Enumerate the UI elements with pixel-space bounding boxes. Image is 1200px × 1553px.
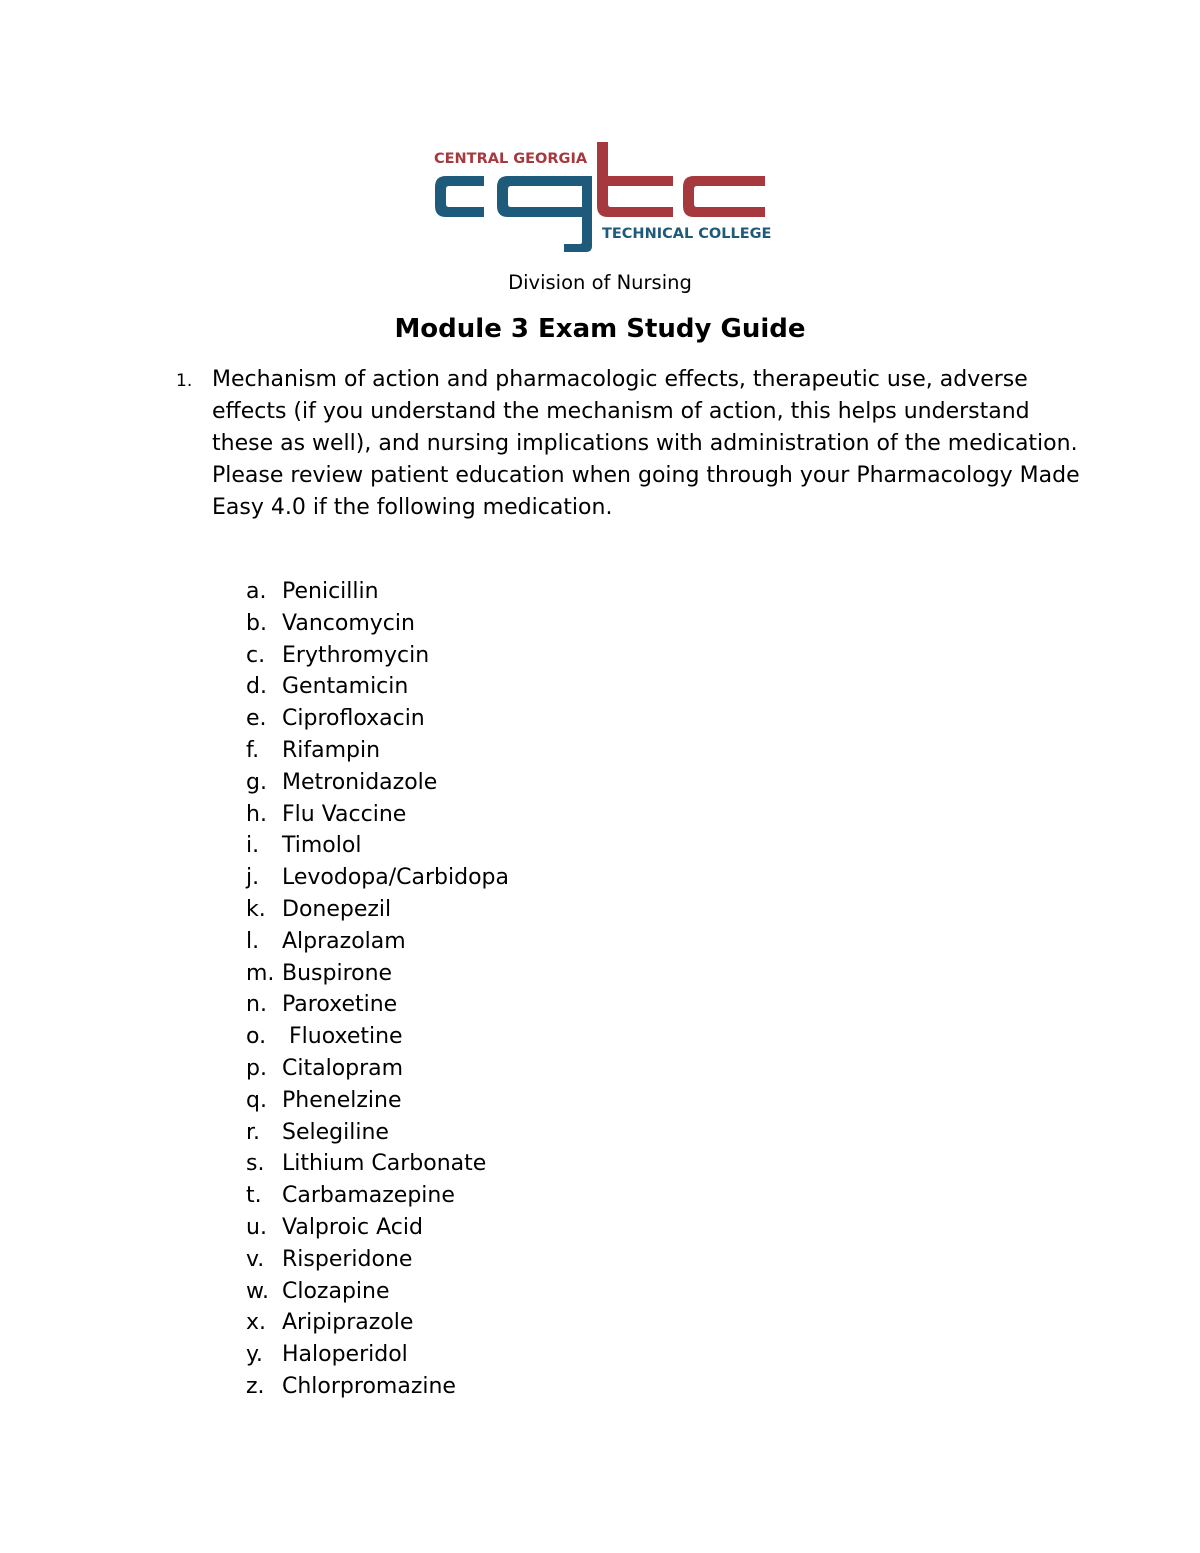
list-item [246, 958, 509, 990]
list-item-medication: Metronidazole [282, 769, 438, 795]
list-item [246, 735, 509, 767]
list-item-letter: q. [246, 1087, 267, 1113]
list-item-medication: Erythromycin [282, 642, 430, 668]
list-item-letter: a. [246, 579, 267, 604]
list-item-medication: Risperidone [282, 1246, 413, 1272]
list-item-letter: j. [246, 865, 260, 891]
list-item-letter: h. [246, 801, 267, 827]
list-item [246, 703, 509, 735]
list-item-medication: Valproic Acid [282, 1214, 423, 1240]
list-item [246, 989, 509, 1021]
list-item-medication: Vancomycin [282, 610, 415, 636]
list-item-medication: Carbamazepine [282, 1183, 455, 1209]
list-item-letter: c. [246, 642, 266, 668]
list-item-medication: Clozapine [282, 1278, 390, 1304]
list-item-medication: Lithium Carbonate [282, 1151, 487, 1177]
list-item [246, 1021, 509, 1053]
list-item-letter: b. [246, 610, 267, 636]
list-item-letter: s. [246, 1151, 265, 1177]
page-title: Module 3 Exam Study Guide [394, 314, 806, 344]
list-item [246, 799, 509, 831]
list-item-letter: i. [246, 833, 260, 859]
list-item [246, 1053, 509, 1085]
list-item [246, 608, 509, 640]
cgtc-logo [432, 140, 772, 254]
list-item [246, 1371, 509, 1403]
list-item-letter: e. [246, 706, 267, 732]
list-item [246, 830, 509, 862]
list-item-medication: Alprazolam [282, 928, 406, 954]
list-item-medication: Levodopa/Carbidopa [282, 865, 510, 891]
list-item-medication: Haloperidol [282, 1342, 408, 1368]
list-item-letter: z. [246, 1373, 265, 1399]
list-item-letter: u. [246, 1214, 267, 1240]
list-item [246, 926, 509, 958]
list-item-medication: Fluoxetine [282, 1024, 403, 1050]
list-item-letter: l. [246, 928, 260, 954]
list-item [246, 862, 509, 894]
list-item-letter: r. [246, 1119, 261, 1145]
list-item-medication: Selegiline [282, 1119, 389, 1145]
list-item [246, 1117, 509, 1149]
list-item [246, 640, 509, 672]
list-item-letter: f. [246, 737, 260, 763]
list-item-medication: Timolol [282, 833, 362, 859]
list-item [246, 1339, 509, 1371]
list-item-medication: Citalopram [282, 1055, 404, 1081]
list-item-letter: k. [246, 896, 266, 922]
list-item [246, 1148, 509, 1180]
list-item-letter: d. [246, 674, 267, 700]
list-item [246, 894, 509, 926]
logo-line-technical-college: TECHNICAL COLLEGE [602, 226, 772, 242]
list-item-letter: t. [246, 1183, 262, 1209]
question-text: Mechanism of action and pharmacologic effects, therapeutic use, adverse effects (if you understand the mechanism of action, this helps understand these as well), and nursing implications with administration of the medication. Please review patient education when going through your Pharmacology Made Easy 4.0 if the following medication. [212, 367, 1080, 520]
logo-line-central-georgia: CENTRAL GEORGIA [434, 151, 588, 167]
list-item [246, 1180, 509, 1212]
list-item-medication: Rifampin [282, 737, 381, 763]
list-item [246, 1244, 509, 1276]
list-item-letter: x. [246, 1310, 267, 1336]
question-number: 1. [176, 371, 193, 391]
list-item-medication: Chlorpromazine [282, 1373, 456, 1399]
list-item-medication: Phenelzine [282, 1087, 402, 1113]
list-item-letter: p. [246, 1055, 267, 1081]
list-item-letter: m. [246, 960, 275, 986]
list-item-medication: Penicillin [282, 579, 379, 604]
list-item-letter: n. [246, 992, 267, 1018]
list-item [246, 767, 509, 799]
list-item-medication: Flu Vaccine [282, 801, 407, 827]
list-item [246, 671, 509, 703]
medication-list [246, 576, 509, 1403]
list-item-medication: Donepezil [282, 896, 392, 922]
list-item [246, 1307, 509, 1339]
list-item-letter: g. [246, 769, 267, 795]
list-item-medication: Aripiprazole [282, 1310, 414, 1336]
list-item [246, 1085, 509, 1117]
list-item-medication: Paroxetine [282, 992, 398, 1018]
list-item [246, 1212, 509, 1244]
division-heading: Division of Nursing [508, 271, 692, 294]
list-item-letter: y. [246, 1342, 263, 1368]
list-item [246, 1276, 509, 1308]
list-item-medication: Gentamicin [282, 674, 409, 700]
list-item-letter: w. [246, 1278, 269, 1304]
list-item-letter: v. [246, 1246, 265, 1272]
list-item-medication: Ciprofloxacin [282, 706, 425, 732]
list-item [246, 576, 509, 608]
list-item-letter: o. [246, 1024, 267, 1050]
list-item-medication: Buspirone [282, 960, 393, 986]
